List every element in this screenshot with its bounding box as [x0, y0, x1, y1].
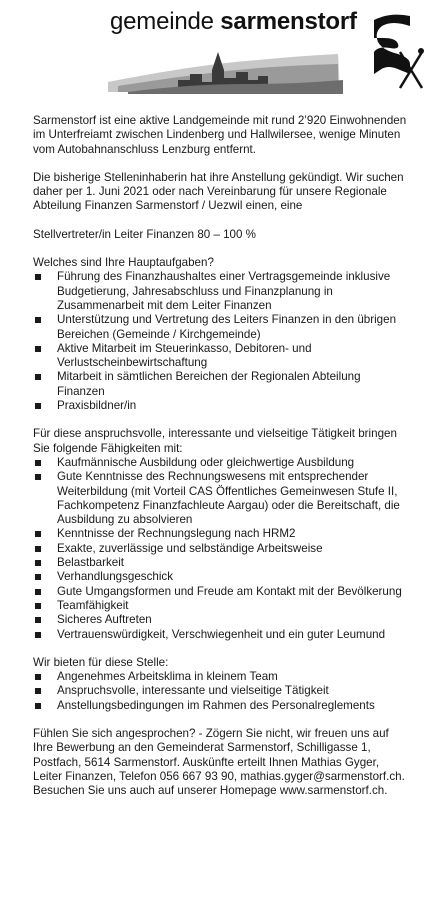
list-item: Verhandlungsgeschick	[33, 570, 409, 584]
logo-word-sarmenstorf: sarmenstorf	[220, 8, 357, 35]
closing-paragraph: Fühlen Sie sich angesprochen? - Zögern Sie nicht, wir freuen uns auf Ihre Bewerbung an den Gemeinderat Sarmenstorf, Schilligasse 1, Postfach, 5614 Sarmenstorf. Auskünfte erteilt Ihnen Mathias Gyger, Leiter Finanzen, Telefon 056 667 93 90, mathias.gyger@sarmenstorf.ch. Besuchen Sie uns auch auf unserer Homepage www.sarmenstorf.ch.	[33, 726, 405, 798]
tasks-list	[33, 270, 409, 413]
offer-list	[33, 670, 409, 713]
intro-paragraph: Sarmenstorf ist eine aktive Landgemeinde mit rund 2’920 Einwohnenden im Unterfreiamt zwischen Lindenberg und Hallwilersee, wenige Minuten vom Autobahnanschluss Lenzburg entfernt.	[33, 114, 407, 156]
list-item: Unterstützung und Vertretung des Leiters Finanzen in den übrigen Bereichen (Gemeinde / Kirchgemeinde)	[33, 313, 409, 342]
list-item: Angenehmes Arbeitsklima in kleinem Team	[33, 670, 409, 684]
list-item: Sicheres Auftreten	[33, 613, 409, 627]
list-item: Vertrauenswürdigkeit, Verschwiegenheit und ein guter Leumund	[33, 628, 409, 642]
list-item: Teamfähigkeit	[33, 599, 409, 613]
list-item: Gute Umgangsformen und Freude am Kontakt mit der Bevölkerung	[33, 585, 409, 599]
list-item: Kenntnisse der Rechnungslegung nach HRM2	[33, 527, 409, 541]
list-item: Praxisbildner/in	[33, 399, 409, 413]
municipal-coat-of-arms-icon	[370, 12, 426, 92]
letterhead	[0, 0, 439, 100]
logo-word-gemeinde: gemeinde	[110, 8, 221, 35]
municipality-logo-text	[110, 8, 357, 36]
offer-heading: Wir bieten für diese Stelle:	[33, 655, 169, 669]
job-advertisement	[33, 114, 409, 798]
list-item: Mitarbeit in sämtlichen Bereichen der Regionalen Abteilung Finanzen	[33, 370, 409, 399]
list-item: Anstellungsbedingungen im Rahmen des Personalreglements	[33, 699, 409, 713]
skills-heading: Für diese anspruchsvolle, interessante und vielseitige Tätigkeit bringen Sie folgende Fähigkeiten mit:	[33, 427, 397, 455]
vacancy-paragraph: Die bisherige Stelleninhaberin hat ihre Anstellung gekündigt. Wir suchen daher per 1. Juni 2021 oder nach Vereinbarung für unsere Regionale Abteilung Finanzen Sarmenstorf / Uezwil einen, eine	[33, 170, 404, 213]
position-title: Stellvertreter/in Leiter Finanzen 80 – 100 %	[33, 227, 256, 241]
list-item: Anspruchsvolle, interessante und vielseitige Tätigkeit	[33, 684, 409, 698]
list-item: Belastbarkeit	[33, 556, 409, 570]
village-silhouette-image	[108, 34, 348, 94]
list-item: Gute Kenntnisse des Rechnungswesens mit entsprechender Weiterbildung (mit Vorteil CAS Öffentliches Gemeinwesen Stufe II, Fachkompetenz Finanzfachleute Aargau) oder die Bereitschaft, die Ausbildung zu absolvieren	[33, 470, 409, 527]
tasks-heading: Welches sind Ihre Hauptaufgaben?	[33, 256, 214, 270]
list-item: Führung des Finanzhaushaltes einer Vertragsgemeinde inklusive Budgetierung, Jahresabschluss und Finanzplanung in Zusammenarbeit mit dem Leiter Finanzen	[33, 270, 409, 313]
list-item: Exakte, zuverlässige und selbständige Arbeitsweise	[33, 542, 409, 556]
list-item: Aktive Mitarbeit im Steuerinkasso, Debitoren- und Verlustscheinbewirtschaftung	[33, 342, 409, 371]
skills-list	[33, 456, 409, 642]
list-item: Kaufmännische Ausbildung oder gleichwertige Ausbildung	[33, 456, 409, 470]
